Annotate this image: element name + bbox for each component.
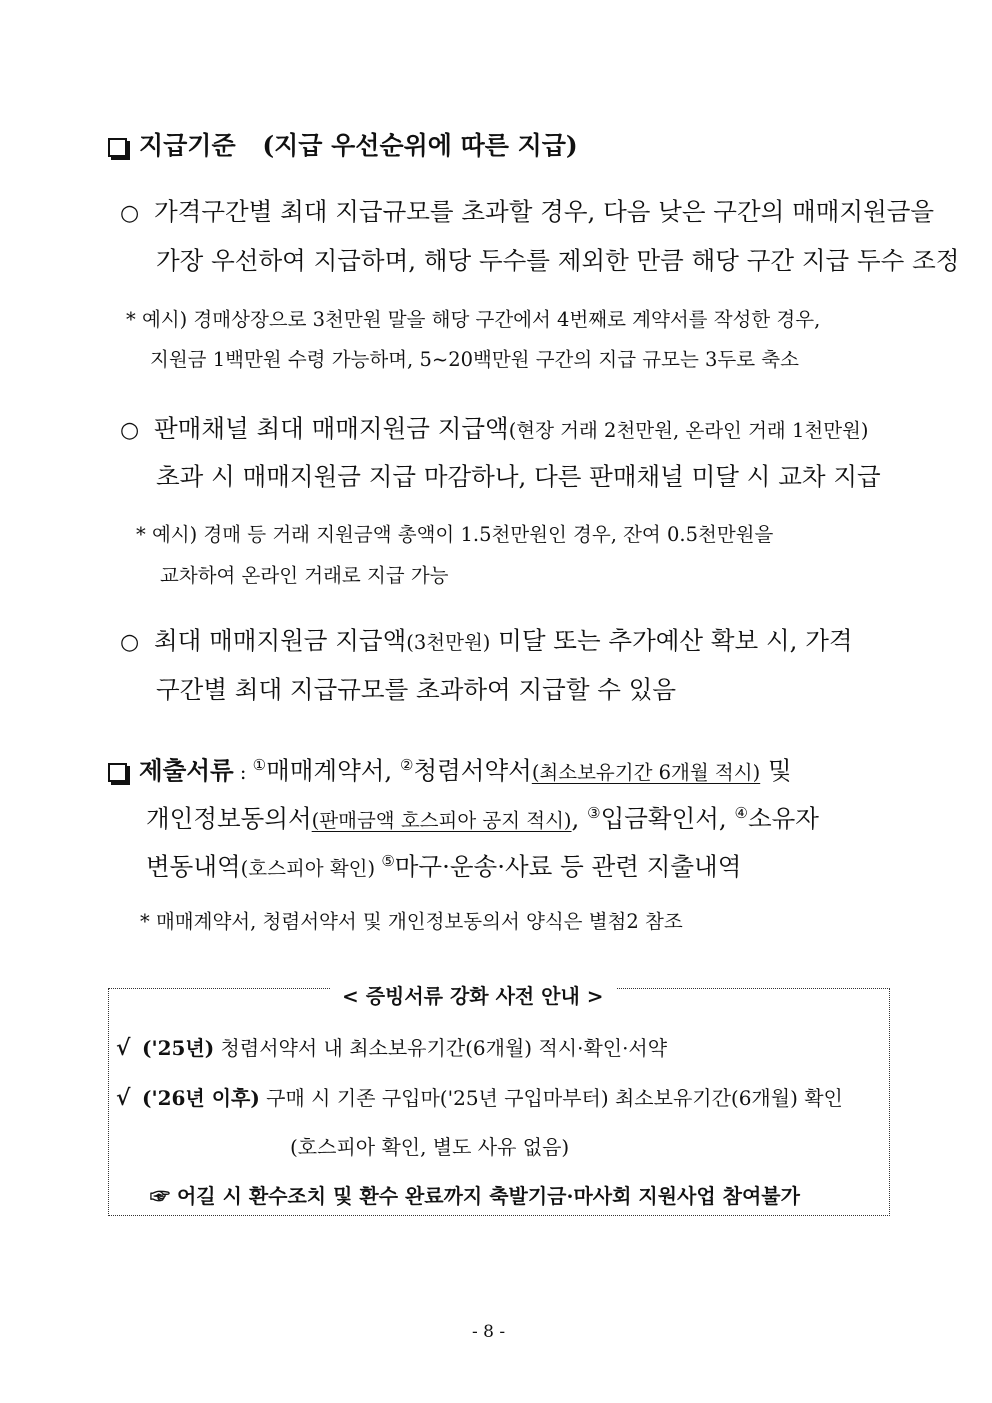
- number-3: ③: [587, 803, 601, 822]
- number-2: ②: [400, 755, 414, 774]
- bullet-2-line-2: 초과 시 매매지원금 지급 마감하나, 다른 판매채널 미달 시 교차 지급: [156, 462, 881, 491]
- notice-item-1-label: ('25년): [142, 1036, 215, 1060]
- section-heading-documents: [108, 752, 792, 787]
- notice-item-1: [116, 1032, 667, 1061]
- check-icon: √: [116, 1035, 131, 1061]
- bullet-3-line-2: 구간별 최대 지급규모를 초과하여 지급할 수 있음: [156, 675, 677, 704]
- bullet-1-line-1: [120, 193, 934, 228]
- number-5: ⑤: [381, 851, 395, 870]
- bullet-3-text-rest: 미달 또는 추가예산 확보 시, 가격: [490, 626, 853, 655]
- bullet-3-paren: (3천만원): [406, 631, 491, 654]
- bullet-2-note-1: * 예시) 경매 등 거래 지원금액 총액이 1.5천만원인 경우, 잔여 0.5천만원을: [136, 523, 774, 546]
- doc-4: 입금확인서,: [600, 804, 735, 833]
- check-icon: √: [116, 1085, 131, 1111]
- doc-5: 소유자: [747, 804, 819, 833]
- notice-item-2: [116, 1082, 843, 1111]
- doc-3: 개인정보동의서: [146, 804, 312, 833]
- bullet-3-text-1: 최대 매매지원금 지급액: [154, 626, 407, 655]
- doc-5-cont: 변동내역: [146, 852, 241, 881]
- circle-bullet-icon: ○: [120, 418, 140, 443]
- bullet-1-text-1: 가격구간별 최대 지급규모를 초과할 경우, 다음 낮은 구간의 매매지원금을: [154, 197, 935, 226]
- doc-2: 청렴서약서: [413, 756, 532, 785]
- documents-line-2: [146, 800, 819, 835]
- checkbox-square-icon: [108, 138, 127, 157]
- documents-line-3: [146, 848, 741, 883]
- doc-1: 매매계약서,: [266, 756, 401, 785]
- section-subtitle: (지급 우선순위에 따른 지급): [262, 131, 578, 160]
- bullet-1-note-2: 지원금 1백만원 수령 가능하며, 5~20백만원 구간의 지급 규모는 3두로 축소: [150, 348, 799, 371]
- doc-5-paren: (호스피아 확인): [240, 857, 382, 880]
- notice-item-1-text: 청렴서약서 내 최소보유기간(6개월) 적시·확인·서약: [214, 1036, 668, 1060]
- section-heading-criteria: [108, 126, 578, 162]
- bullet-2-paren: (현장 거래 2천만원, 온라인 거래 1천만원): [508, 419, 869, 442]
- checkbox-square-icon: [108, 763, 127, 782]
- bullet-2-note-2: 교차하여 온라인 거래로 지급 가능: [160, 564, 449, 587]
- number-1: ①: [252, 755, 267, 774]
- notice-title: < 증빙서류 강화 사전 안내 >: [330, 980, 616, 1009]
- comma: ,: [571, 804, 588, 833]
- circle-bullet-icon: ○: [120, 630, 140, 655]
- page-number: - 8 -: [472, 1322, 506, 1342]
- section-2-title: 제출서류: [139, 756, 234, 785]
- doc-3-paren: (판매금액 호스피아 공지 적시): [311, 809, 572, 832]
- notice-item-2-label: ('26년 이후): [142, 1086, 260, 1110]
- circle-bullet-icon: ○: [120, 201, 140, 226]
- documents-note: * 매매계약서, 청렴서약서 및 개인정보동의서 양식은 별첨2 참조: [140, 910, 683, 933]
- bullet-3-line-1: [120, 622, 853, 657]
- doc-6: 마구·운송·사료 등 관련 지출내역: [394, 852, 742, 881]
- doc-2-paren: (최소보유기간 6개월 적시): [531, 761, 761, 784]
- section-title: 지급기준: [139, 131, 236, 160]
- bullet-1-line-2: 가장 우선하여 지급하며, 해당 두수를 제외한 만큼 해당 구간 지급 두수 조정: [156, 246, 960, 275]
- notice-warning: ☞ 어길 시 환수조치 및 환수 완료까지 축발기금·마사회 지원사업 참여불가: [150, 1184, 800, 1208]
- notice-item-2-cont: (호스피아 확인, 별도 사유 없음): [290, 1135, 570, 1159]
- bullet-2-text-1: 판매채널 최대 매매지원금 지급액: [154, 414, 509, 443]
- colon: :: [233, 761, 253, 784]
- bullet-1-note-1: * 예시) 경매상장으로 3천만원 말을 해당 구간에서 4번째로 계약서를 작성한 경우,: [126, 308, 821, 331]
- number-4: ④: [734, 803, 748, 822]
- notice-item-2-text: 구매 시 기존 구입마('25년 구입마부터) 최소보유기간(6개월) 확인: [259, 1086, 843, 1110]
- bullet-2-line-1: [120, 410, 868, 445]
- and-text: 및: [760, 756, 792, 785]
